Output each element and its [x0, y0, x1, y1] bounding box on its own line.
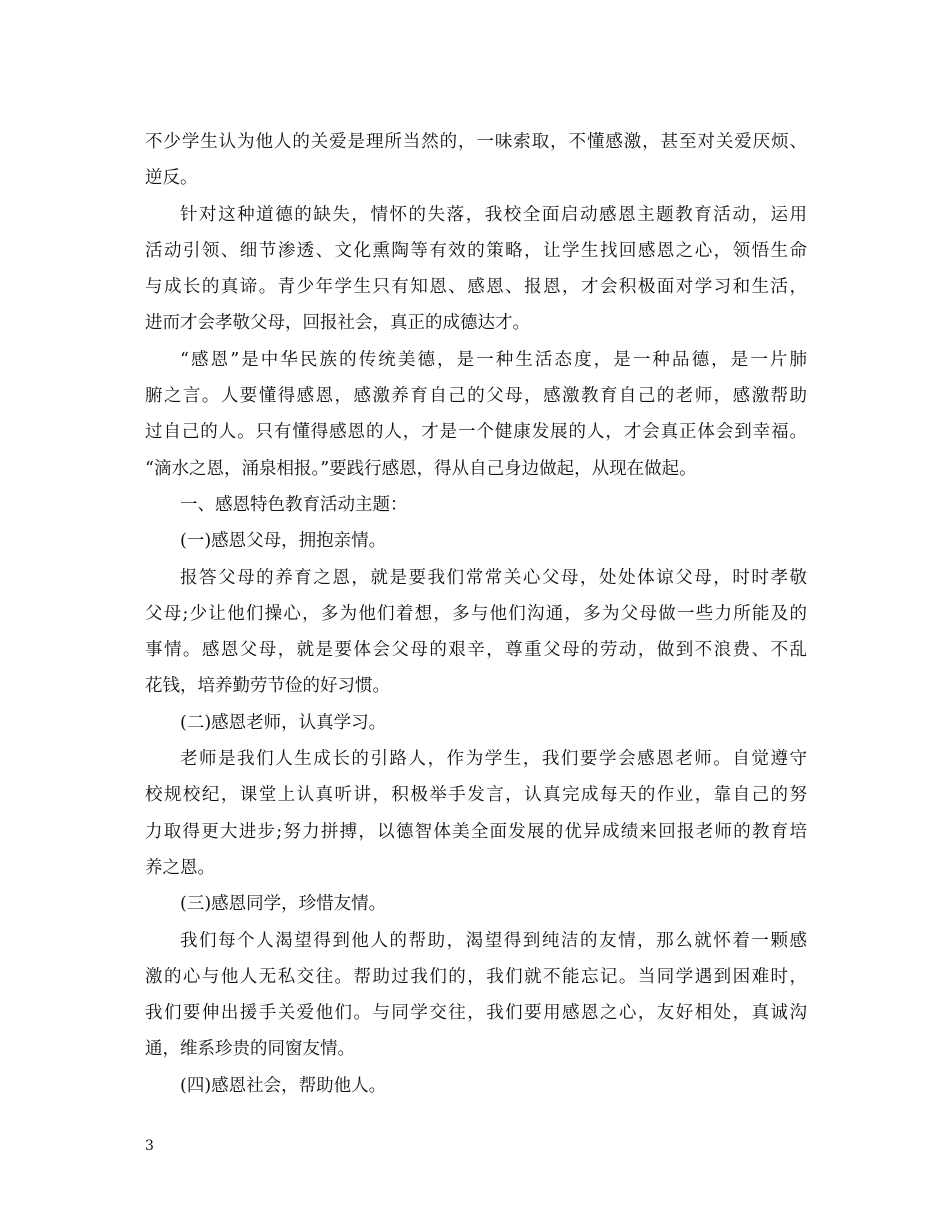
- text-line: “滴水之恩，涌泉相报。”要践行感恩，得从自己身边做起，从现在做起。: [145, 458, 697, 479]
- body-text: [145, 124, 807, 1104]
- section-heading: 一、感恩特色教育活动主题：: [180, 494, 408, 515]
- subsection-heading: (二)感恩老师，认真学习。: [180, 712, 387, 733]
- text-line: 我们每个人渴望得到他人的帮助，渴望得到纯洁的友情，那么就怀着一颗感: [180, 930, 807, 951]
- text-line: 逆反。: [145, 168, 198, 189]
- text-line: 腑之言。人要懂得感恩，感激养育自己的父母，感激教育自己的老师，感激帮助: [145, 386, 807, 407]
- text-line: 老师是我们人生成长的引路人，作为学生，我们要学会感恩老师。自觉遵守: [180, 749, 807, 770]
- subsection-heading: (一)感恩父母，拥抱亲情。: [180, 531, 387, 552]
- text-line: 我们要伸出援手关爱他们。与同学交往，我们要用感恩之心，友好相处，真诚沟: [145, 1003, 807, 1024]
- text-line: 父母;少让他们操心，多为他们着想，多与他们沟通，多为父母做一些力所能及的: [145, 603, 807, 624]
- text-line: 激的心与他人无私交往。帮助过我们的，我们就不能忘记。当同学遇到困难时，: [145, 966, 807, 987]
- page-number: 3: [145, 1138, 154, 1154]
- text-line: 与成长的真谛。青少年学生只有知恩、感恩、报恩，才会积极面对学习和生活，: [145, 277, 807, 298]
- text-line: 活动引领、细节渗透、文化熏陶等有效的策略，让学生找回感恩之心，领悟生命: [145, 240, 807, 261]
- text-line: 报答父母的养育之恩，就是要我们常常关心父母，处处体谅父母，时时孝敬: [180, 567, 807, 588]
- text-line: 校规校纪，课堂上认真听讲，积极举手发言，认真完成每天的作业，靠自己的努: [145, 785, 807, 806]
- text-line: 事情。感恩父母，就是要体会父母的艰辛，尊重父母的劳动，做到不浪费、不乱: [145, 640, 807, 661]
- text-line: “感恩”是中华民族的传统美德，是一种生活态度，是一种品德，是一片肺: [180, 349, 807, 370]
- text-line: 过自己的人。只有懂得感恩的人，才是一个健康发展的人，才会真正体会到幸福。: [145, 422, 807, 443]
- text-line: 针对这种道德的缺失，情怀的失落，我校全面启动感恩主题教育活动，运用: [180, 204, 807, 225]
- text-line: 不少学生认为他人的关爱是理所当然的，一味索取，不懂感激，甚至对关爱厌烦、: [145, 132, 807, 152]
- text-line: 花钱，培养勤劳节俭的好习惯。: [145, 676, 390, 697]
- subsection-heading: (三)感恩同学，珍惜友情。: [180, 894, 387, 915]
- text-line: 进而才会孝敬父母，回报社会，真正的成德达才。: [145, 313, 530, 334]
- subsection-heading: (四)感恩社会，帮助他人。: [180, 1075, 387, 1096]
- text-line: 养之恩。: [145, 857, 215, 878]
- text-line: 通，维系珍贵的同窗友情。: [145, 1039, 355, 1060]
- text-line: 力取得更大进步;努力拼搏，以德智体美全面发展的优异成绩来回报老师的教育培: [145, 821, 807, 842]
